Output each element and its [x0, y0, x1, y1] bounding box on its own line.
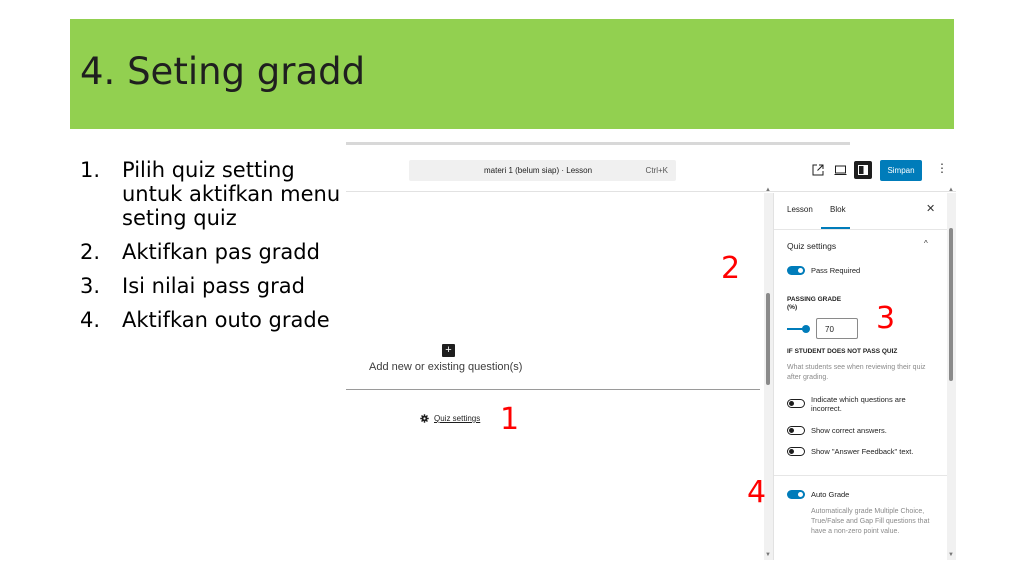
- document-title: materi 1 (belum siap) · Lesson: [484, 166, 593, 175]
- list-item: [80, 158, 350, 230]
- keyboard-shortcut: Ctrl+K: [645, 166, 668, 175]
- show-correct-label: Show correct answers.: [811, 426, 887, 435]
- show-correct-toggle[interactable]: [787, 426, 805, 435]
- canvas-divider: [346, 389, 760, 390]
- annotation-marker-1: 1: [500, 402, 520, 437]
- scroll-down-arrow-icon[interactable]: ▼: [765, 552, 771, 558]
- editor-screenshot: [346, 142, 956, 560]
- toggle-knob: [798, 492, 803, 497]
- quiz-settings-heading[interactable]: Quiz settings: [787, 241, 837, 251]
- add-question-label[interactable]: Add new or existing question(s): [369, 361, 523, 373]
- passing-grade-label: PASSING GRADE: [787, 296, 842, 303]
- sidebar-toggle-icon[interactable]: [854, 161, 872, 179]
- passing-grade-input[interactable]: 70: [816, 318, 858, 339]
- add-block-icon[interactable]: +: [442, 344, 455, 357]
- passing-grade-unit: (%): [787, 304, 798, 311]
- auto-grade-help-text: Automatically grade Multiple Choice, True/False and Gap Fill questions that have a non-zero point value.: [811, 508, 930, 535]
- show-feedback-label: Show "Answer Feedback" text.: [811, 447, 914, 456]
- toggle-knob: [798, 268, 803, 273]
- show-feedback-toggle[interactable]: [787, 447, 805, 456]
- chevron-up-icon[interactable]: ^: [924, 239, 928, 248]
- pass-required-toggle[interactable]: [787, 266, 805, 275]
- step-text: Isi nilai pass grad: [122, 274, 305, 298]
- desktop-preview-icon[interactable]: [831, 161, 849, 179]
- step-number: 2.: [80, 240, 101, 264]
- fail-help-text: What students see when reviewing their quiz after grading.: [787, 364, 926, 381]
- pass-required-label: Pass Required: [811, 266, 861, 275]
- tab-divider: [774, 229, 948, 230]
- section-divider: [774, 475, 948, 476]
- command-palette-bar[interactable]: [409, 160, 676, 181]
- list-item: [80, 274, 350, 298]
- external-link-icon[interactable]: [809, 161, 827, 179]
- indicate-incorrect-label: Indicate which questions are incorrect.: [811, 395, 906, 413]
- annotation-marker-3: 3: [876, 301, 896, 336]
- slider-handle[interactable]: [802, 325, 810, 333]
- sidebar-scrollbar[interactable]: [947, 187, 956, 560]
- step-text: Aktifkan pas gradd: [122, 240, 320, 264]
- fail-heading: IF STUDENT DOES NOT PASS QUIZ: [787, 348, 898, 355]
- toggle-knob: [789, 428, 794, 433]
- tab-blok[interactable]: Blok: [830, 205, 846, 214]
- list-item: [80, 240, 350, 264]
- scroll-up-arrow-icon[interactable]: ▲: [948, 187, 954, 193]
- tab-lesson[interactable]: Lesson: [787, 205, 813, 214]
- annotation-marker-2: 2: [721, 251, 741, 286]
- save-button[interactable]: Simpan: [880, 160, 922, 181]
- scrollbar-thumb[interactable]: [949, 228, 953, 381]
- toggle-knob: [789, 401, 794, 406]
- auto-grade-label: Auto Grade: [811, 490, 850, 499]
- step-text: Aktifkan outo grade: [122, 308, 330, 332]
- editor-header: [346, 150, 956, 192]
- top-divider: [346, 142, 850, 145]
- more-options-icon[interactable]: ⋮: [936, 161, 948, 175]
- scrollbar-thumb[interactable]: [766, 293, 770, 385]
- scroll-down-arrow-icon[interactable]: ▼: [948, 552, 954, 558]
- annotation-marker-4: 4: [747, 475, 767, 510]
- instruction-list: [80, 158, 350, 342]
- close-icon[interactable]: ✕: [926, 203, 936, 215]
- quiz-settings-label: Quiz settings: [434, 414, 481, 423]
- gear-icon: [420, 414, 429, 423]
- auto-grade-toggle[interactable]: [787, 490, 805, 499]
- list-item: [80, 308, 350, 332]
- quiz-settings-link[interactable]: [420, 414, 480, 423]
- editor-canvas: [346, 193, 767, 560]
- slide-title: 4. Seting gradd: [80, 50, 366, 93]
- step-number: 4.: [80, 308, 101, 332]
- indicate-incorrect-toggle[interactable]: [787, 399, 805, 408]
- step-number: 1.: [80, 158, 101, 182]
- settings-sidebar: [773, 193, 947, 560]
- toggle-knob: [789, 449, 794, 454]
- step-text: Pilih quiz setting untuk aktifkan menu seting quiz: [122, 158, 341, 230]
- step-number: 3.: [80, 274, 101, 298]
- scroll-up-arrow-icon[interactable]: ▲: [765, 187, 771, 193]
